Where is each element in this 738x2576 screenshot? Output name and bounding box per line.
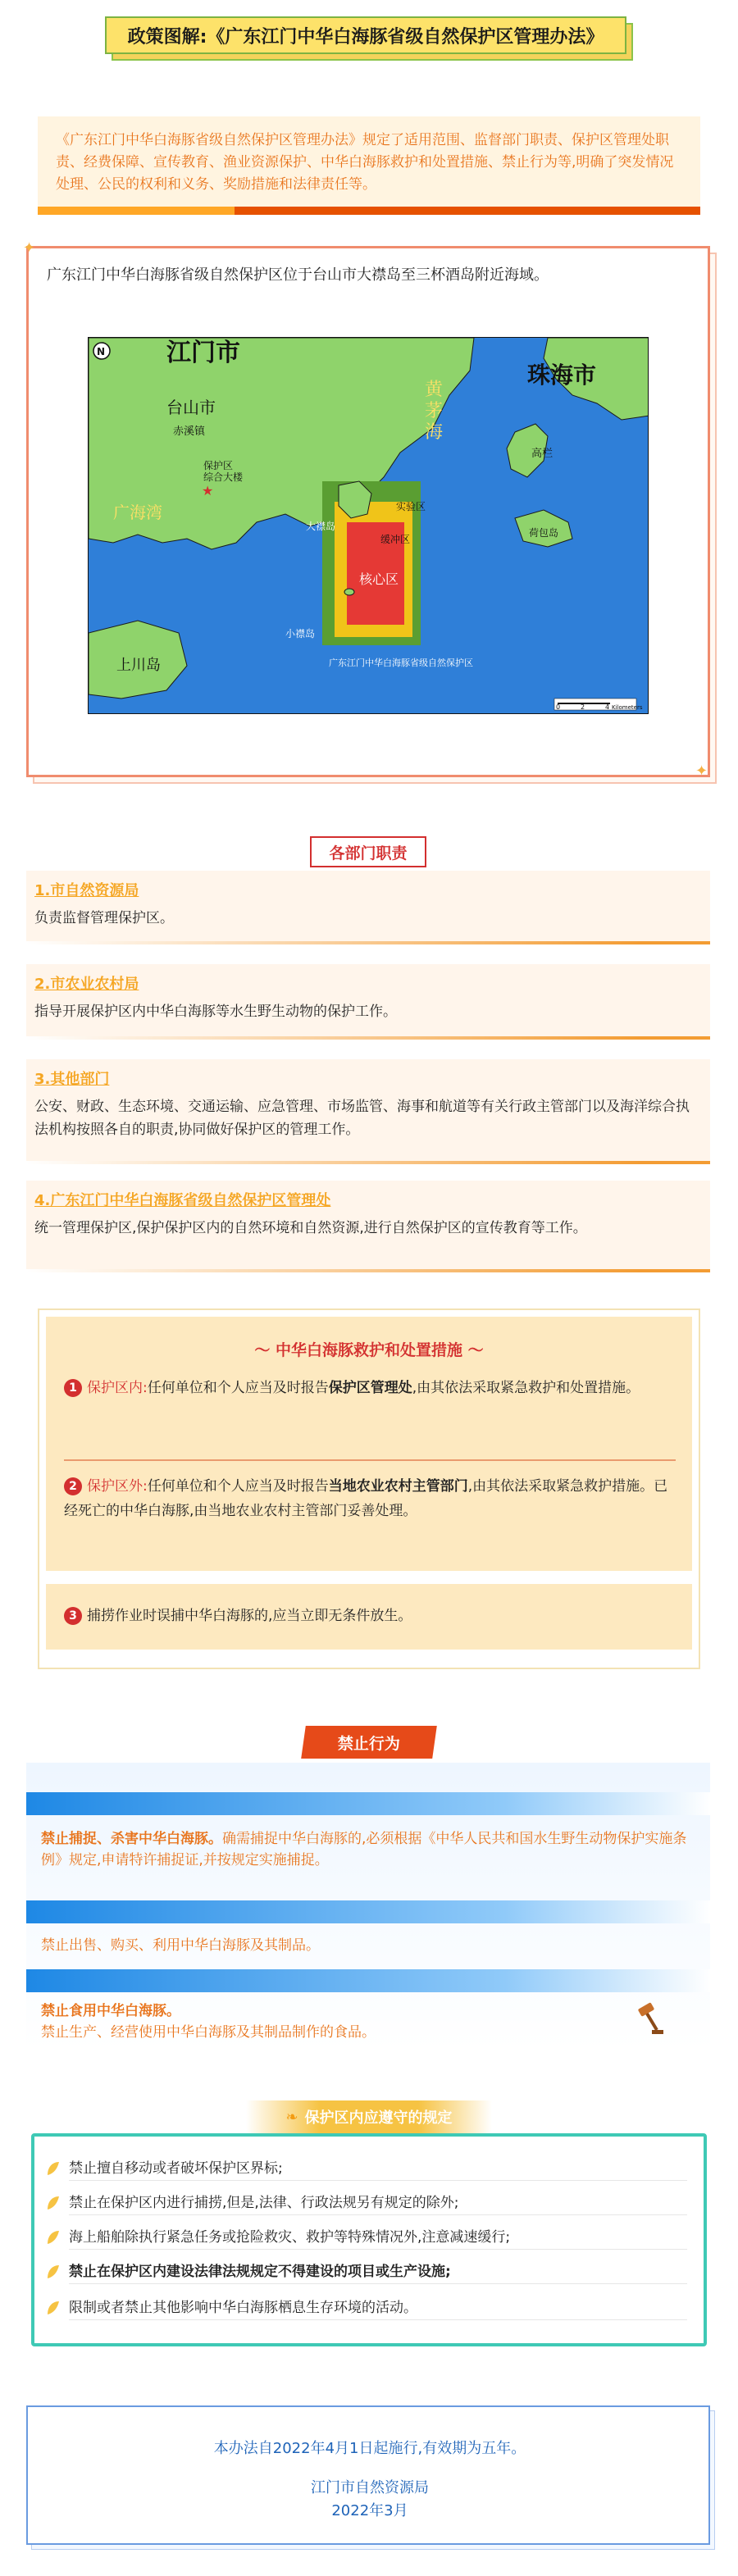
rule-item: 限制或者禁止其他影响中华白海豚栖息生存环境的活动。: [44, 2296, 687, 2320]
scale-unit: Kilometers: [612, 704, 643, 711]
wave-icon: 〜: [254, 1341, 276, 1359]
rules-header: ❧ 保护区内应遵守的规定: [246, 2100, 492, 2133]
rescue-divider: [64, 1459, 676, 1461]
rescue-panel: [46, 1317, 692, 1571]
gavel-icon: [636, 2002, 665, 2035]
scale-0: 0: [556, 703, 561, 711]
rescue-label: 保护区内:: [87, 1380, 148, 1396]
number-badge: 1: [64, 1379, 82, 1397]
intro-summary: 《广东江门中华白海豚省级自然保护区管理办法》规定了适用范围、监督部门职责、保护区管理处职责、经费保障、宣传教育、渔业资源保护、中华白海豚救护和处置措施、禁止行为等,明确了突发情况处理、公民的权利和义务、奖励措施和法律责任等。: [38, 116, 700, 207]
page-title: 政策图解:《广东江门中华白海豚省级自然保护区管理办法》: [105, 16, 626, 54]
label-chixi: 赤溪镇: [173, 426, 206, 438]
dept-body: 统一管理保护区,保护保护区内的自然环境和自然资源,进行自然保护区的宣传教育等工作。: [34, 1220, 587, 1236]
label-shangchuan: 上川岛: [116, 657, 161, 674]
label-experiment: 实验区: [396, 501, 426, 512]
title-banner: [105, 16, 633, 61]
label-gaolan: 高栏: [531, 448, 554, 460]
leaf-icon: [44, 2264, 61, 2280]
map-card: [26, 246, 710, 777]
prohibited-band: [26, 1900, 710, 1923]
label-dajin: 大襟岛: [306, 521, 336, 532]
rescue-item-2: 2 保护区外:任何单位和个人应当及时报告当地农业农村主管部门,由其依法采取紧急救护措施。已经死亡的中华白海豚,由当地农业农村主管部门妥善处理。: [64, 1478, 668, 1519]
svg-text:★: ★: [202, 483, 214, 498]
rule-item: 禁止擅自移动或者破坏保护区界标;: [44, 2156, 687, 2181]
reserve-map-svg: [89, 338, 649, 714]
number-badge: 2: [64, 1477, 82, 1495]
sparkle-icon: ✦: [695, 762, 708, 780]
dept-divider: [26, 1161, 710, 1164]
leaf-icon: ❧: [285, 2108, 298, 2126]
dept-divider: [26, 1269, 710, 1272]
scale-2: 2: [581, 703, 585, 711]
rescue-header: 〜 中华白海豚救护和处置措施 〜: [254, 1341, 484, 1359]
effective-date: 本办法自2022年4月1日起施行,有效期为五年。: [213, 2440, 526, 2457]
issuer: 江门市自然资源局: [311, 2479, 429, 2496]
wave-icon: 〜: [462, 1341, 484, 1359]
map-description: 广东江门中华白海豚省级自然保护区位于台山市大襟岛至三杯酒岛附近海域。: [47, 266, 549, 284]
dept-divider: [26, 1036, 710, 1040]
dept-body: 公安、财政、生态环境、交通运输、应急管理、市场监管、海事和航道等有关行政主管部门以及海洋综合执法机构按照各自的职责,协同做好保护区的管理工作。: [34, 1099, 690, 1138]
rescue-section: [38, 1308, 700, 1669]
prohibited-item-1: 禁止捕捉、杀害中华白海豚。确需捕捉中华白海豚的,必须根据《中华人民共和国水生野生动物保护实施条例》规定,申请特许捕捉证,并按规定实施捕捉。: [41, 1831, 687, 1868]
number-badge: 3: [64, 1607, 82, 1625]
label-taishan: 台山市: [166, 398, 216, 417]
prohibited-band: [26, 1792, 710, 1815]
prohibited-item-3: 禁止食用中华白海豚。 禁止生产、经营使用中华白海豚及其制品制作的食品。: [41, 2003, 376, 2041]
intro-underline: [38, 207, 700, 215]
label-buffer: 缓冲区: [380, 534, 411, 545]
label-building: 保护区综合大楼: [203, 460, 244, 483]
north-arrow-icon: N: [97, 346, 106, 357]
dept-divider: [26, 941, 710, 944]
dept-body: 指导开展保护区内中华白海豚等水生野生动物的保护工作。: [34, 1004, 397, 1020]
label-core: 核心区: [359, 571, 399, 587]
label-huangmao: 黄茅海: [425, 380, 444, 443]
leaf-icon: [44, 2160, 61, 2177]
issue-date: 2022年3月: [331, 2502, 408, 2519]
dept-title: 1.市自然资源局: [34, 882, 139, 899]
dept-title: 3.其他部门: [34, 1071, 110, 1088]
dept-item: [26, 964, 710, 1040]
map-legend: 广东江门中华白海豚省级自然保护区: [329, 658, 473, 668]
dept-title: 2.市农业农村局: [34, 976, 139, 993]
reserve-map: [88, 337, 649, 714]
rule-item: 海上船舶除执行紧急任务或抢险救灾、救护等特殊情况外,注意减速缓行;: [44, 2225, 687, 2250]
prohibited-band: [26, 1969, 710, 1992]
dept-item: [26, 871, 710, 944]
label-zhuhai: 珠海市: [527, 362, 597, 389]
dept-item: [26, 1059, 710, 1164]
label-xiaojin: 小襟岛: [285, 628, 316, 639]
dept-body: 负责监督管理保护区。: [34, 910, 174, 926]
rescue-item-3: 3 捕捞作业时误捕中华白海豚的,应当立即无条件放生。: [64, 1604, 676, 1628]
leaf-icon: [44, 2300, 61, 2316]
rescue-item-1: 1 保护区内:任何单位和个人应当及时报告保护区管理处,由其依法采取紧急救护和处置措施。: [64, 1376, 676, 1400]
rescue-label: 保护区外:: [87, 1478, 148, 1495]
prohibited-section: [26, 1763, 710, 2050]
rescue-panel-bottom: [46, 1584, 692, 1650]
dept-item: [26, 1181, 710, 1272]
prohibited-item-2: 禁止出售、购买、利用中华白海豚及其制品。: [41, 1937, 320, 1954]
leaf-icon: [44, 2195, 61, 2211]
dept-title: 4.广东江门中华白海豚省级自然保护区管理处: [34, 1192, 331, 1209]
rules-box: [31, 2133, 707, 2346]
rule-item: 禁止在保护区内进行捕捞,但是,法律、行政法规另有规定的除外;: [44, 2191, 687, 2215]
label-guanghai: 广海湾: [113, 503, 162, 522]
footer-box: [26, 2405, 710, 2545]
sparkle-icon: ✦: [23, 239, 36, 257]
label-jiangmen: 江门市: [166, 339, 240, 367]
leaf-icon: [44, 2229, 61, 2246]
scale-4: 4: [605, 703, 610, 711]
departments-header: 各部门职责: [310, 836, 426, 867]
label-hebao: 荷包岛: [529, 527, 559, 539]
rule-item: 禁止在保护区内建设法律法规规定不得建设的项目或生产设施;: [44, 2260, 687, 2284]
prohibited-header: 禁止行为: [301, 1726, 437, 1759]
